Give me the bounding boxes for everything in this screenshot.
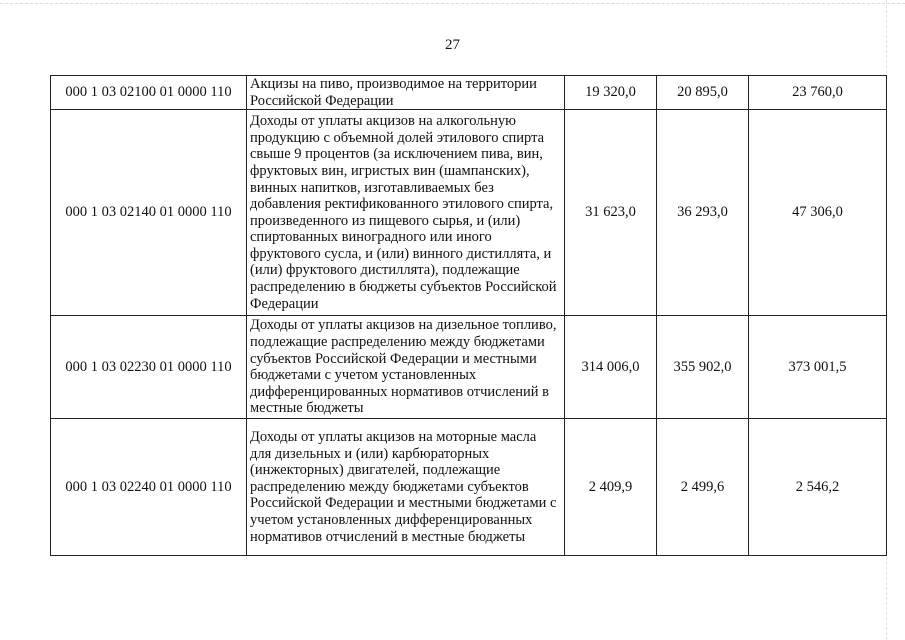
value-cell-year-2: 36 293,0 <box>657 110 749 316</box>
value-cell-year-2: 2 499,6 <box>657 419 749 556</box>
description-cell: Доходы от уплаты акцизов на дизельное топливо, подлежащие распределению между бюджетами субъектов Российской Федерации и местными бюджетами с учетом установленных дифференцированных нормативов отчислений в местные бюджеты <box>247 316 565 419</box>
value-cell-year-3: 373 001,5 <box>749 316 887 419</box>
value-cell-year-3: 23 760,0 <box>749 76 887 110</box>
value-cell-year-2: 355 902,0 <box>657 316 749 419</box>
table-row <box>51 76 887 110</box>
value-cell-year-2: 20 895,0 <box>657 76 749 110</box>
value-cell-year-1: 314 006,0 <box>565 316 657 419</box>
description-cell: Доходы от уплаты акцизов на алкогольную продукцию с объемной долей этилового спирта свыше 9 процентов (за исключением пива, вин, фруктовых вин, игристых вин (шампанских), винных напитков, изготавливаемых без добавления ректификованного этилового спирта, произведенного из пищевого сырья, и (или) спиртованных виноградного или иного фруктового сусла, и (или) винного дистиллята, и (или) фруктового дистиллята), подлежащие распределению в бюджеты субъектов Российской Федерации <box>247 110 565 316</box>
value-cell-year-1: 19 320,0 <box>565 76 657 110</box>
description-cell: Доходы от уплаты акцизов на моторные масла для дизельных и (или) карбюраторных (инжекторных) двигателей, подлежащие распределению между бюджетами субъектов Российской Федерации и местными бюджетами с учетом установленных дифференцированных нормативов отчислений в местные бюджеты <box>247 419 565 556</box>
table-row <box>51 316 887 419</box>
table-row <box>51 419 887 556</box>
value-cell-year-1: 31 623,0 <box>565 110 657 316</box>
value-cell-year-3: 2 546,2 <box>749 419 887 556</box>
value-cell-year-3: 47 306,0 <box>749 110 887 316</box>
table-row <box>51 110 887 316</box>
budget-code-cell: 000 1 03 02240 01 0000 110 <box>51 419 247 556</box>
page-number: 27 <box>445 37 460 53</box>
budget-code-cell: 000 1 03 02230 01 0000 110 <box>51 316 247 419</box>
value-cell-year-1: 2 409,9 <box>565 419 657 556</box>
budget-revenue-table <box>50 75 887 556</box>
scan-border-top <box>0 3 905 4</box>
budget-code-cell: 000 1 03 02140 01 0000 110 <box>51 110 247 316</box>
budget-code-cell: 000 1 03 02100 01 0000 110 <box>51 76 247 110</box>
description-cell: Акцизы на пиво, производимое на территории Российской Федерации <box>247 76 565 110</box>
